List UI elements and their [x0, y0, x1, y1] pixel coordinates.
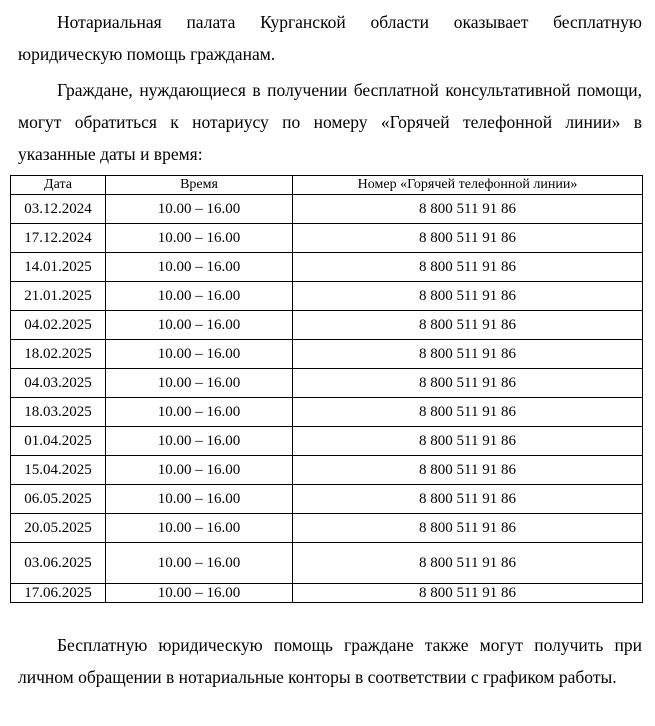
cell-phone: 8 800 511 91 86: [293, 224, 643, 253]
header-date: Дата: [11, 176, 106, 195]
table-header-row: [11, 176, 643, 195]
cell-time: 10.00 – 16.00: [106, 224, 293, 253]
table-row: [11, 253, 643, 282]
cell-date: 18.02.2025: [11, 340, 106, 369]
cell-time: 10.00 – 16.00: [106, 253, 293, 282]
header-time: Время: [106, 176, 293, 195]
cell-time: 10.00 – 16.00: [106, 543, 293, 584]
cell-time: 10.00 – 16.00: [106, 311, 293, 340]
cell-phone: 8 800 511 91 86: [293, 195, 643, 224]
closing-paragraph: Бесплатную юридическую помощь граждане также могут получить при личном обращении в нотариальные конторы в соответствии с графиком работы.: [18, 635, 642, 687]
intro-paragraph: Нотариальная палата Курганской области оказывает бесплатную юридическую помощь гражданам.: [18, 12, 642, 64]
cell-date: 17.12.2024: [11, 224, 106, 253]
table-row: [11, 456, 643, 485]
cell-date: 21.01.2025: [11, 282, 106, 311]
table-row: [11, 195, 643, 224]
cell-time: 10.00 – 16.00: [106, 398, 293, 427]
cell-date: 06.05.2025: [11, 485, 106, 514]
cell-date: 18.03.2025: [11, 398, 106, 427]
table-row: [11, 282, 643, 311]
table-row: [11, 543, 643, 584]
cell-phone: 8 800 511 91 86: [293, 311, 643, 340]
table-row: [11, 427, 643, 456]
table-row: [11, 340, 643, 369]
document-page: [18, 0, 642, 693]
cell-time: 10.00 – 16.00: [106, 514, 293, 543]
cell-date: 04.02.2025: [11, 311, 106, 340]
cell-date: 01.04.2025: [11, 427, 106, 456]
cell-time: 10.00 – 16.00: [106, 282, 293, 311]
cell-time: 10.00 – 16.00: [106, 485, 293, 514]
table-row: [11, 398, 643, 427]
cell-date: 17.06.2025: [11, 584, 106, 603]
cell-phone: 8 800 511 91 86: [293, 282, 643, 311]
cell-phone: 8 800 511 91 86: [293, 485, 643, 514]
hotline-paragraph: Граждане, нуждающиеся в получении бесплатной консультативной помощи, могут обратиться к нотариусу по номеру «Горячей телефонной линии» в указанные даты и время:: [18, 80, 642, 164]
cell-phone: 8 800 511 91 86: [293, 514, 643, 543]
cell-phone: 8 800 511 91 86: [293, 340, 643, 369]
table-row: [11, 369, 643, 398]
cell-time: 10.00 – 16.00: [106, 427, 293, 456]
cell-date: 04.03.2025: [11, 369, 106, 398]
cell-time: 10.00 – 16.00: [106, 456, 293, 485]
cell-date: 20.05.2025: [11, 514, 106, 543]
header-phone: Номер «Горячей телефонной линии»: [293, 176, 643, 195]
hotline-schedule-table: [10, 175, 643, 603]
table-row: [11, 485, 643, 514]
cell-phone: 8 800 511 91 86: [293, 427, 643, 456]
cell-phone: 8 800 511 91 86: [293, 369, 643, 398]
cell-phone: 8 800 511 91 86: [293, 253, 643, 282]
table-row: [11, 514, 643, 543]
cell-time: 10.00 – 16.00: [106, 195, 293, 224]
cell-time: 10.00 – 16.00: [106, 584, 293, 603]
cell-phone: 8 800 511 91 86: [293, 456, 643, 485]
cell-time: 10.00 – 16.00: [106, 369, 293, 398]
cell-date: 03.12.2024: [11, 195, 106, 224]
table-row: [11, 224, 643, 253]
cell-phone: 8 800 511 91 86: [293, 398, 643, 427]
cell-phone: 8 800 511 91 86: [293, 543, 643, 584]
cell-time: 10.00 – 16.00: [106, 340, 293, 369]
cell-phone: 8 800 511 91 86: [293, 584, 643, 603]
cell-date: 15.04.2025: [11, 456, 106, 485]
table-row: [11, 584, 643, 603]
cell-date: 14.01.2025: [11, 253, 106, 282]
cell-date: 03.06.2025: [11, 543, 106, 584]
table-row: [11, 311, 643, 340]
